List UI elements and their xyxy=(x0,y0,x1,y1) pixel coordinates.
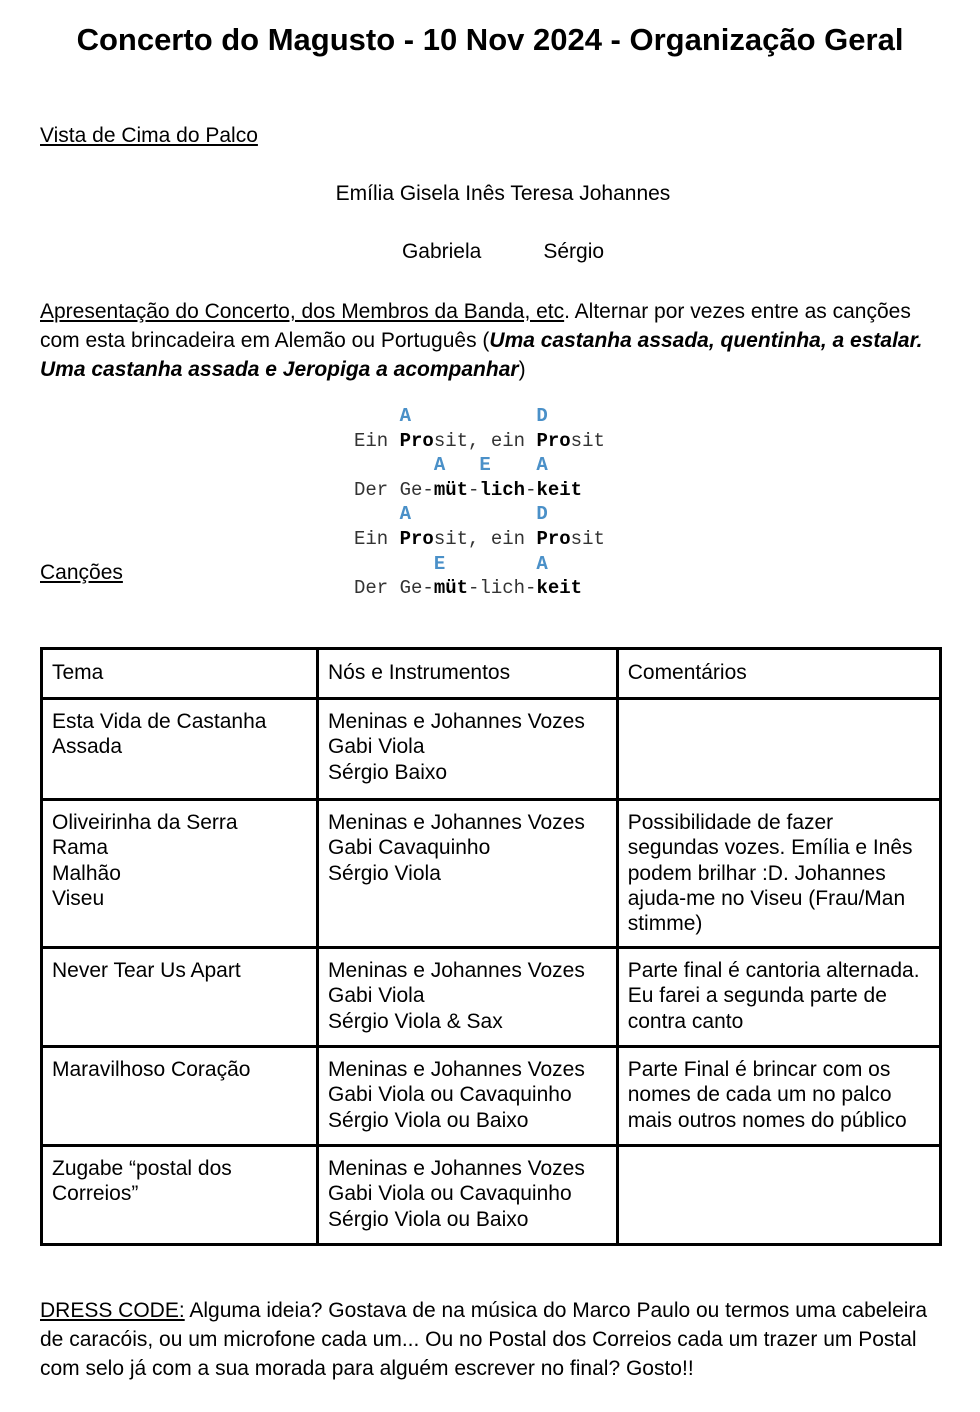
intro-link[interactable]: Apresentação do Concerto, dos Membros da Banda, etc xyxy=(40,300,565,323)
cell-comentarios: Parte Final é brincar com os nomes de cada um no palco mais outros nomes do público xyxy=(617,1047,940,1146)
songs-heading: Canções xyxy=(40,561,123,584)
chords-line: E A xyxy=(354,552,548,575)
cell-instrumentos: Meninas e Johannes Vozes Gabi Viola Sérgio Baixo xyxy=(318,699,618,800)
table-row xyxy=(42,699,941,800)
page-title: Concerto do Magusto - 10 Nov 2024 - Organização Geral xyxy=(76,22,904,57)
header-tema: Tema xyxy=(42,649,318,699)
intro-text: . Alternar por vezes entre as canções com esta brincadeira em Alemão ou Português ( xyxy=(40,300,911,352)
song-chords-lyrics xyxy=(354,404,605,601)
stage-gabriela: Gabriela xyxy=(401,240,482,263)
cell-comentarios: Parte final é cantoria alternada. Eu farei a segunda parte de contra canto xyxy=(617,948,940,1047)
cell-tema: Oliveirinha da Serra Rama Malhão Viseu xyxy=(42,800,318,948)
lyrics-line: Der Ge-müt-lich-keit xyxy=(354,577,583,600)
lyrics-line: Ein Prosit, ein Prosit xyxy=(354,527,605,550)
header-instrumentos: Nós e Instrumentos xyxy=(318,649,618,699)
cell-comentarios xyxy=(617,699,940,800)
cell-instrumentos: Meninas e Johannes Vozes Gabi Viola ou Cavaquinho Sérgio Viola ou Baixo xyxy=(318,1047,618,1146)
stage-sergio: Sérgio xyxy=(543,240,605,263)
stage-row-front: Emília Gisela Inês Teresa Johannes xyxy=(335,182,671,205)
cell-comentarios: Possibilidade de fazer segundas vozes. Emília e Inês podem brilhar :D. Johannes ajuda-me no Viseu (Frau/Man stimme) xyxy=(617,800,940,948)
dress-code-label: DRESS CODE: xyxy=(40,1299,185,1322)
intro-close: ) xyxy=(518,358,526,381)
table-header-row xyxy=(42,649,941,699)
cell-tema: Esta Vida de Castanha Assada xyxy=(42,699,318,800)
songs-table xyxy=(40,647,942,1246)
header-comentarios: Comentários xyxy=(617,649,940,699)
cell-instrumentos: Meninas e Johannes Vozes Gabi Viola ou Cavaquinho Sérgio Viola ou Baixo xyxy=(318,1146,618,1245)
lyrics-line: Ein Prosit, ein Prosit xyxy=(354,429,605,452)
table-row xyxy=(42,1146,941,1245)
table-row xyxy=(42,1047,941,1146)
stage-row-back xyxy=(0,240,980,264)
cell-instrumentos: Meninas e Johannes Vozes Gabi Cavaquinho Sérgio Viola xyxy=(318,800,618,948)
cell-tema: Never Tear Us Apart xyxy=(42,948,318,1047)
cell-comentarios xyxy=(617,1146,940,1245)
cell-tema: Zugabe “postal dos Correios” xyxy=(42,1146,318,1245)
chords-line: A E A xyxy=(354,454,548,477)
dress-code-text: Alguma ideia? Gostava de na música do Marco Paulo ou termos uma cabeleira de caracóis, ou um microfone cada um... Ou no Postal dos Correios cada um trazer um Postal com selo já com a sua morada para alguém escrever no final? Gosto!! xyxy=(40,1299,928,1380)
intro-paragraph xyxy=(40,297,940,384)
intro-chant: Uma castanha assada, quentinha, a estalar. Uma castanha assada e Jeropiga a acompanhar xyxy=(40,329,923,381)
dress-code-paragraph xyxy=(40,1296,940,1383)
lyrics-line: Der Ge-müt-lich-keit xyxy=(354,478,583,501)
table-row xyxy=(42,948,941,1047)
chords-line: A D xyxy=(354,503,548,526)
cell-tema: Maravilhoso Coração xyxy=(42,1047,318,1146)
table-row xyxy=(42,800,941,948)
cell-instrumentos: Meninas e Johannes Vozes Gabi Viola Sérgio Viola & Sax xyxy=(318,948,618,1047)
chords-line: A D xyxy=(354,405,548,427)
stage-heading: Vista de Cima do Palco xyxy=(40,124,258,147)
